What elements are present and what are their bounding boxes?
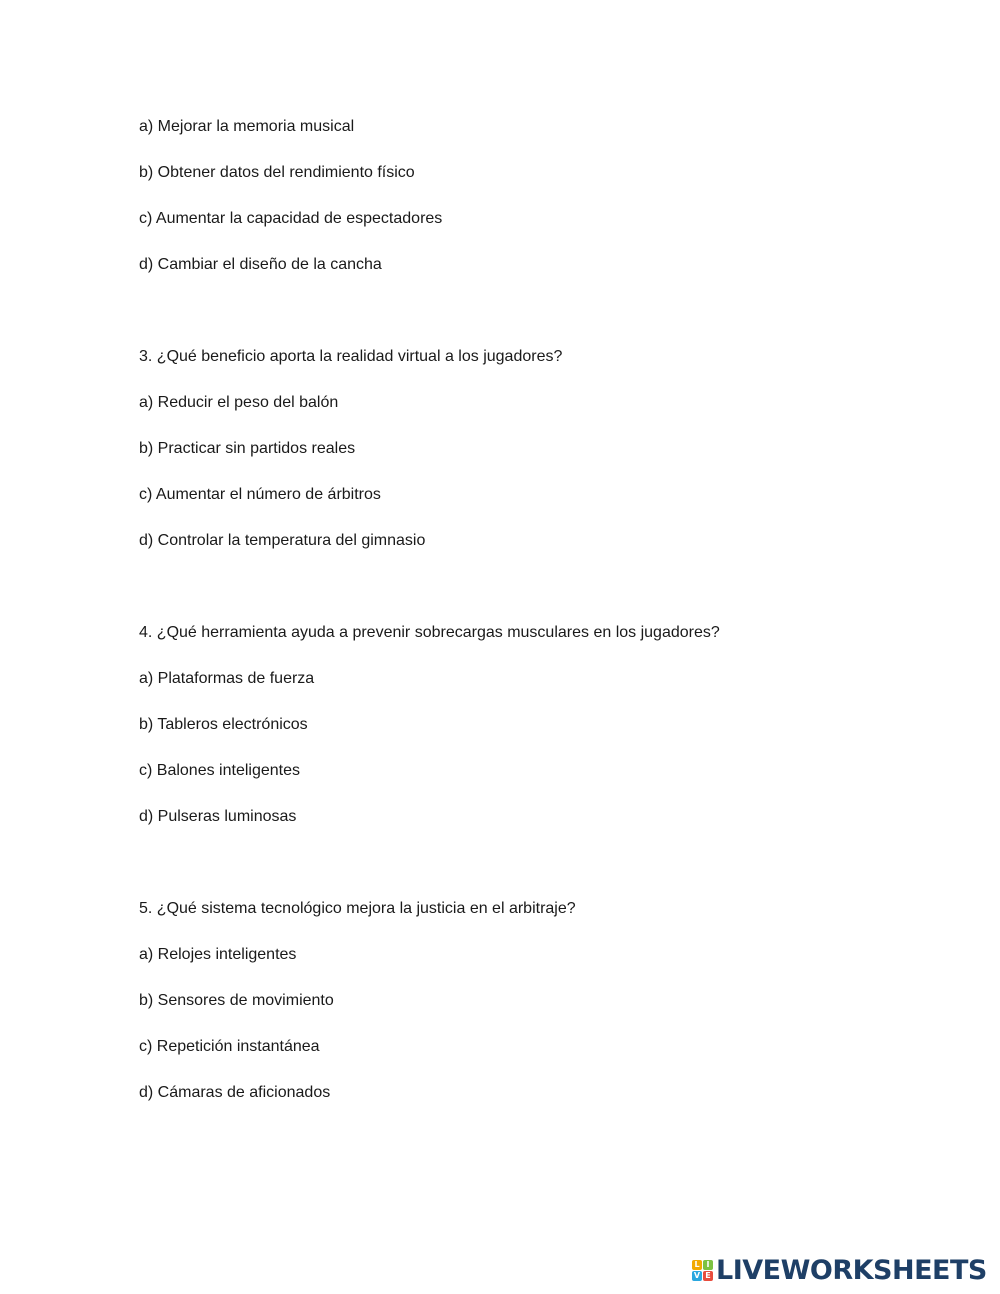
q3-option-b[interactable]: b) Practicar sin partidos reales [139,440,356,457]
logo-mark-letter: V [693,1270,701,1280]
q2-option-d[interactable]: d) Cambiar el diseño de la cancha [139,256,382,273]
q5-option-c[interactable]: c) Repetición instantánea [139,1038,320,1055]
q4-option-c[interactable]: c) Balones inteligentes [139,762,300,779]
q3-option-a[interactable]: a) Reducir el peso del balón [139,394,339,411]
logo-mark-letter: I [703,1260,713,1270]
q2-option-c[interactable]: c) Aumentar la capacidad de espectadores [139,210,443,227]
q4-option-a[interactable]: a) Plataformas de fuerza [139,670,315,687]
q3-question: 3. ¿Qué beneficio aporta la realidad virtual a los jugadores? [139,348,563,365]
q4-option-b[interactable]: b) Tableros electrónicos [139,716,308,733]
q5-question: 5. ¿Qué sistema tecnológico mejora la justicia en el arbitraje? [139,900,576,917]
liveworksheets-logo-text: LIVEWORKSHEETS [716,1254,987,1286]
logo-mark-letter: E [703,1271,713,1281]
logo-mark-letter: L [692,1260,702,1270]
q2-option-b[interactable]: b) Obtener datos del rendimiento físico [139,164,415,181]
q4-question: 4. ¿Qué herramienta ayuda a prevenir sobrecargas musculares en los jugadores? [139,624,720,641]
liveworksheets-logo[interactable] [692,1255,987,1285]
q5-option-d[interactable]: d) Cámaras de aficionados [139,1084,331,1101]
q2-option-a[interactable]: a) Mejorar la memoria musical [139,118,355,135]
q4-option-d[interactable]: d) Pulseras luminosas [139,808,297,825]
q3-option-d[interactable]: d) Controlar la temperatura del gimnasio [139,532,426,549]
q3-option-c[interactable]: c) Aumentar el número de árbitros [139,486,381,503]
q5-option-a[interactable]: a) Relojes inteligentes [139,946,297,963]
q5-option-b[interactable]: b) Sensores de movimiento [139,992,334,1009]
liveworksheets-logo-mark-icon [692,1260,713,1281]
